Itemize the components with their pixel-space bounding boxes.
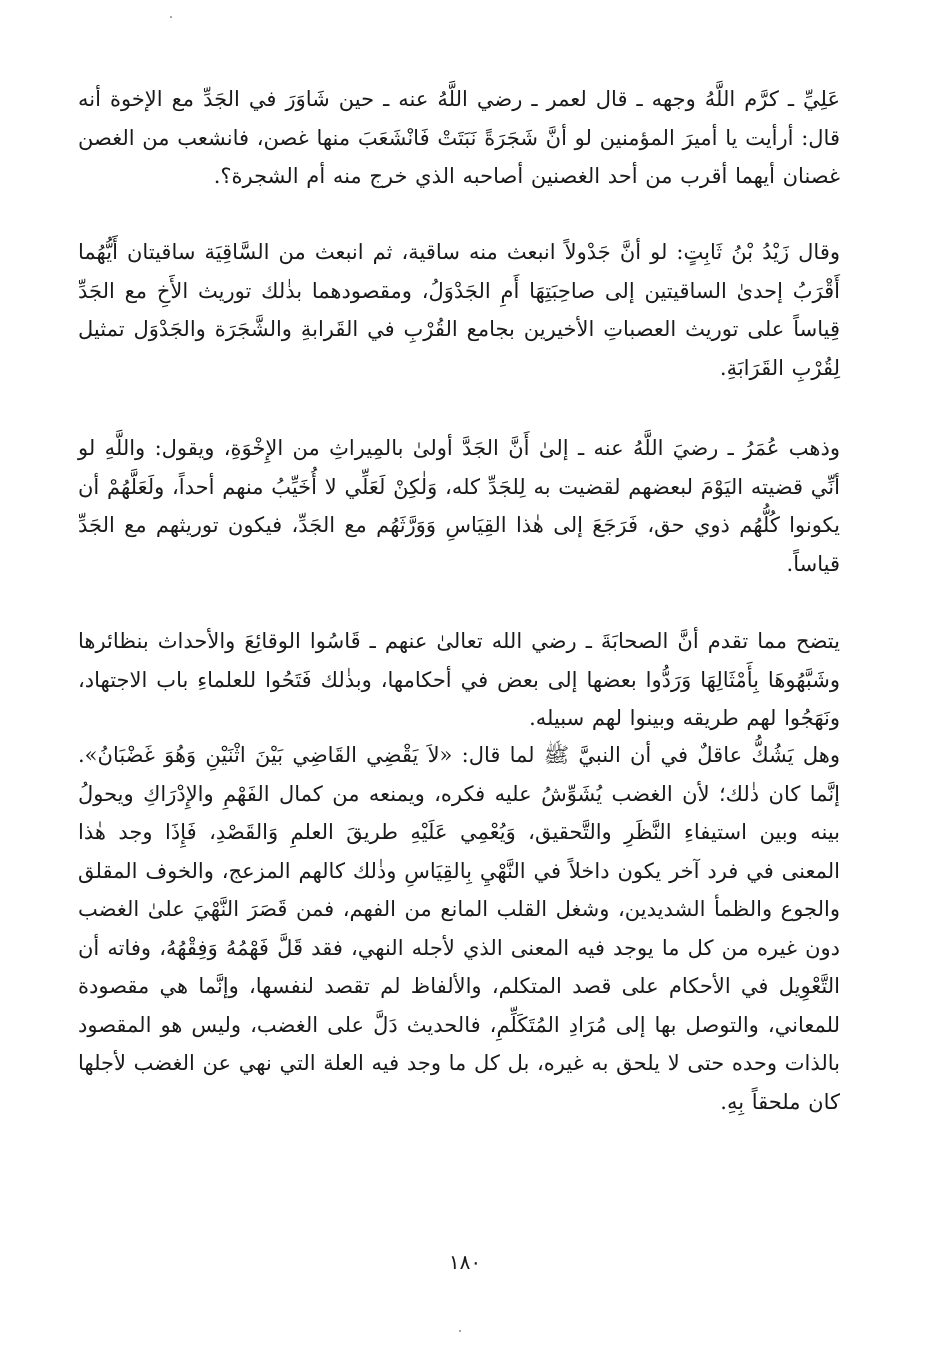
scan-speck [170,16,172,18]
scan-speck [459,1330,461,1332]
page-number: ١٨٠ [448,1250,482,1274]
paragraph-ali-advice: عَلِيِّ ـ كرَّم اللَّهُ وجهه ـ قال لعمر ـ رضي اللَّهُ عنه ـ حين شَاوَرَ في الجَدِّ مع الإخوة أنه قال: أرأيت يا أميرَ المؤمنين لو أنَّ شَجَرَةً نَبَتَتْ فَانْشَعَبَ منها غصن، فانشعب من الغصن غصنان أيهما أقرب من أحد الغصنين أصاحبه الذي خرج منه أم الشجرة؟. [78,87,840,188]
paragraph-judge-anger: وهل يَشُكُّ عاقلٌ في أن النبيَّ ﷺ لما قال: «لاَ يَقْضِي القَاضِي بَيْنَ اثْنَيْنِ وَهُوَ غَضْبَانُ». إنَّما كان ذٰلك؛ لأن الغضب يُشَوِّشُ عليه فكره، ويمنعه من كمال الفَهْمِ والإِدْرَاكِ ويحولُ بينه وبين استيفاءِ النَّظَرِ والتَّحقيق، وَيُعْمِي عَلَيْهِ طريقَ العلمِ وَالقَصْدِ، فَإِذَا وجد هٰذا المعنى في فرد آخر يكون داخلاً في النَّهْيِ بِالقِيَاسِ وذٰلك كالهم المزعج، والخوف المقلق والجوع والظمأ الشديدين، وشغل القلب المانع من الفهم، فمن قَصَرَ النَّهْيَ علىٰ الغضب دون غيره من كل ما يوجد فيه المعنى الذي لأجله النهي، فقد قَلَّ فَهْمُهُ وَفِقْهُهُ، وفاته أن التَّعْوِيل في الأحكام على قصد المتكلم، والألفاظ لم تقصد لنفسها، وإنَّما هي مقصودة للمعاني، والتوصل بها إلى مُرَادِ المُتَكَلِّمِ، فالحديث دَلَّ على الغضب، وليس هو المقصود بالذات وحده حتى لا يلحق به غيره، بل كل ما وجد فيه العلة التي نهي عن الغضب لأجلها كان ملحقاً بِهِ. [78,743,840,1114]
paragraph-companions-summary: يتضح مما تقدم أنَّ الصحابَةَ ـ رضي الله تعالىٰ عنهم ـ قَاسُوا الوقائِعَ والأحداث بنظائرها وشَبَّهُوهَا بِأَمْثَالِهَا وَرَدُّوا بعضها إلى بعض في أحكامها، وبذٰلك فَتَحُوا للعلماءِ باب الاجتهاد، ونَهَجُوا لهم طريقه وبينوا لهم سبيله. [78,629,840,730]
paragraph-zaid-analogy: وقال زَيْدُ بْنُ ثَابِتٍ: لو أنَّ جَدْولاً انبعث منه ساقية، ثم انبعث من السَّاقِيَة ساقيتان أَيُّهُما أَقْرَبُ إحدىٰ الساقيتين إلى صاحِبَتِهَا أَمِ الجَدْوَلُ، ومقصودهما بذٰلك توريث الأَخِ مع الجَدِّ قِياساً على توريث العصباتِ الأخيرين بجامع القُرْبِ في القَرابةِ والشَّجَرَة والجَدْوَل تمثيل لِقُرْبِ القَرَابَةِ. [78,240,840,380]
paragraph-umar-opinion: وذهب عُمَرُ ـ رضيَ اللَّهُ عنه ـ إلىٰ أَنَّ الجَدَّ أولىٰ بالمِيراثِ من الإِخْوَةِ، ويقول: واللَّهِ لو أنِّي قضيته اليَوْمَ لبعضهم لقضيت به لِلجَدِّ كله، وَلٰكِنْ لَعَلِّي لا أُخَيِّبُ منهم أحداً، ولَعَلَّهُمْ أن يكونوا كُلُّهُم ذوي حق، فَرَجَعَ إلى هٰذا القِيَاسِ وَوَرَّثَهُم مع الجَدِّ، فيكون توريثهم مع الجَدِّ قياساً. [78,436,840,576]
